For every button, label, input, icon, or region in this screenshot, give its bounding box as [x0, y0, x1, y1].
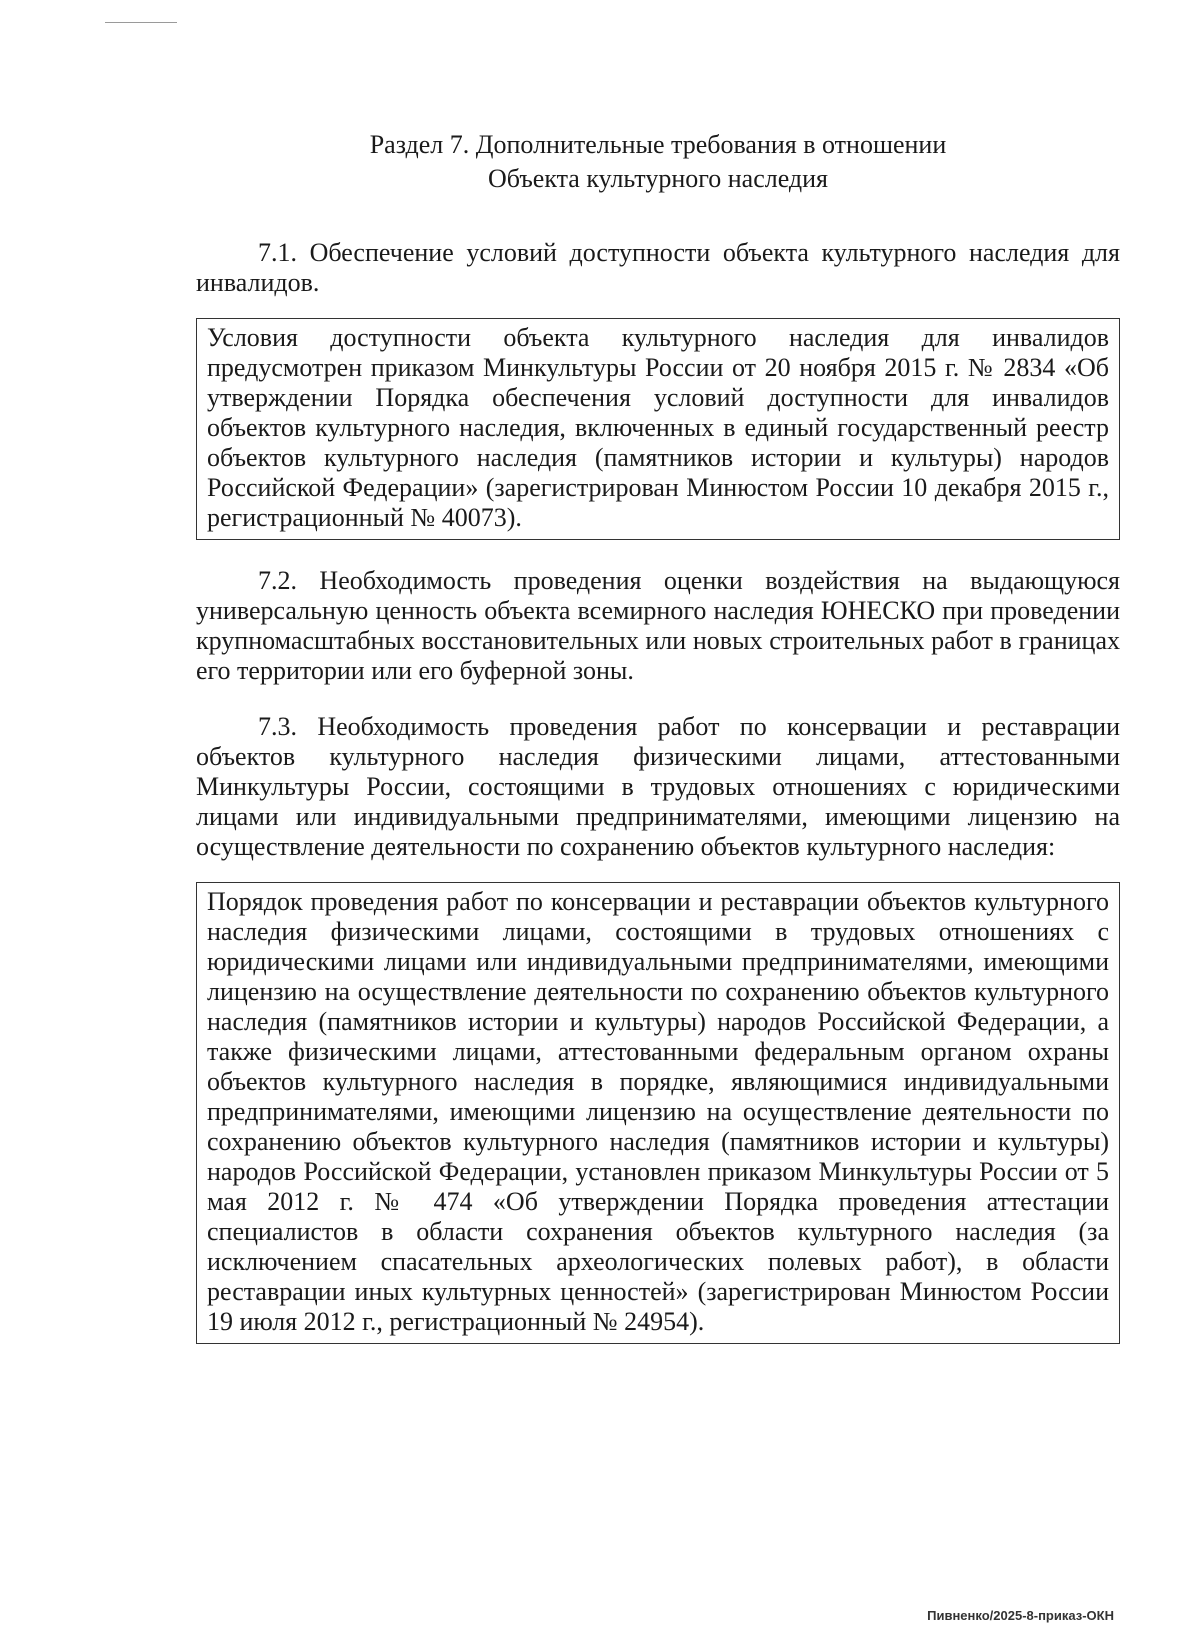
document-page: [196, 128, 1120, 1344]
paragraph-7-3: 7.3. Необходимость проведения работ по консервации и реставрации объектов культурного наследия физическими лицами, аттестованными Минкультуры России, состоящими в трудовых отношениях с юридическими лицами или индивидуальными предпринимателями, имеющими лицензию на осуществление деятельности по сохранению объектов культурного наследия:: [196, 712, 1120, 861]
corner-scan-mark: [105, 22, 177, 23]
section-heading-line-2: Объекта культурного наследия: [487, 164, 829, 193]
paragraph-7-2: 7.2. Необходимость проведения оценки воздействия на выдающуюся универсальную ценность объекта всемирного наследия ЮНЕСКО при проведении крупномасштабных восстановительных или новых строительных работ в границах его территории или его буферной зоны.: [196, 566, 1120, 685]
section-heading: [196, 128, 1120, 196]
footer-document-reference: Пивненко/2025-8-приказ-ОКН: [927, 1608, 1114, 1623]
boxed-note-7-1: Условия доступности объекта культурного наследия для инвалидов предусмотрен приказом Минкультуры России от 20 ноября 2015 г. № 2834 «Об утверждении Порядка обеспечения условий доступности для инвалидов объектов культурного наследия, включенных в единый государственный реестр объектов культурного наследия (памятников истории и культуры) народов Российской Федерации» (зарегистрирован Минюстом России 10 декабря 2015 г., регистрационный № 40073).: [196, 318, 1120, 540]
boxed-note-7-3: Порядок проведения работ по консервации и реставрации объектов культурного наследия физическими лицами, состоящими в трудовых отношениях с юридическими лицами или индивидуальными предпринимателями, имеющими лицензию на осуществление деятельности по сохранению объектов культурного наследия (памятников истории и культуры) народов Российской Федерации, а также физическими лицами, аттестованными федеральным органом охраны объектов культурного наследия в порядке, являющимися индивидуальными предпринимателями, имеющими лицензию на осуществление деятельности по сохранению объектов культурного наследия (памятников истории и культуры) народов Российской Федерации, установлен приказом Минкультуры России от 5 мая 2012 г. № 474 «Об утверждении Порядка проведения аттестации специалистов в области сохранения объектов культурного наследия (за исключением спасательных археологических полевых работ), в области реставрации иных культурных ценностей» (зарегистрирован Минюстом России 19 июля 2012 г., регистрационный № 24954).: [196, 882, 1120, 1344]
paragraph-7-1: 7.1. Обеспечение условий доступности объекта культурного наследия для инвалидов.: [196, 238, 1120, 297]
section-heading-line-1: Раздел 7. Дополнительные требования в отношении: [369, 130, 947, 159]
